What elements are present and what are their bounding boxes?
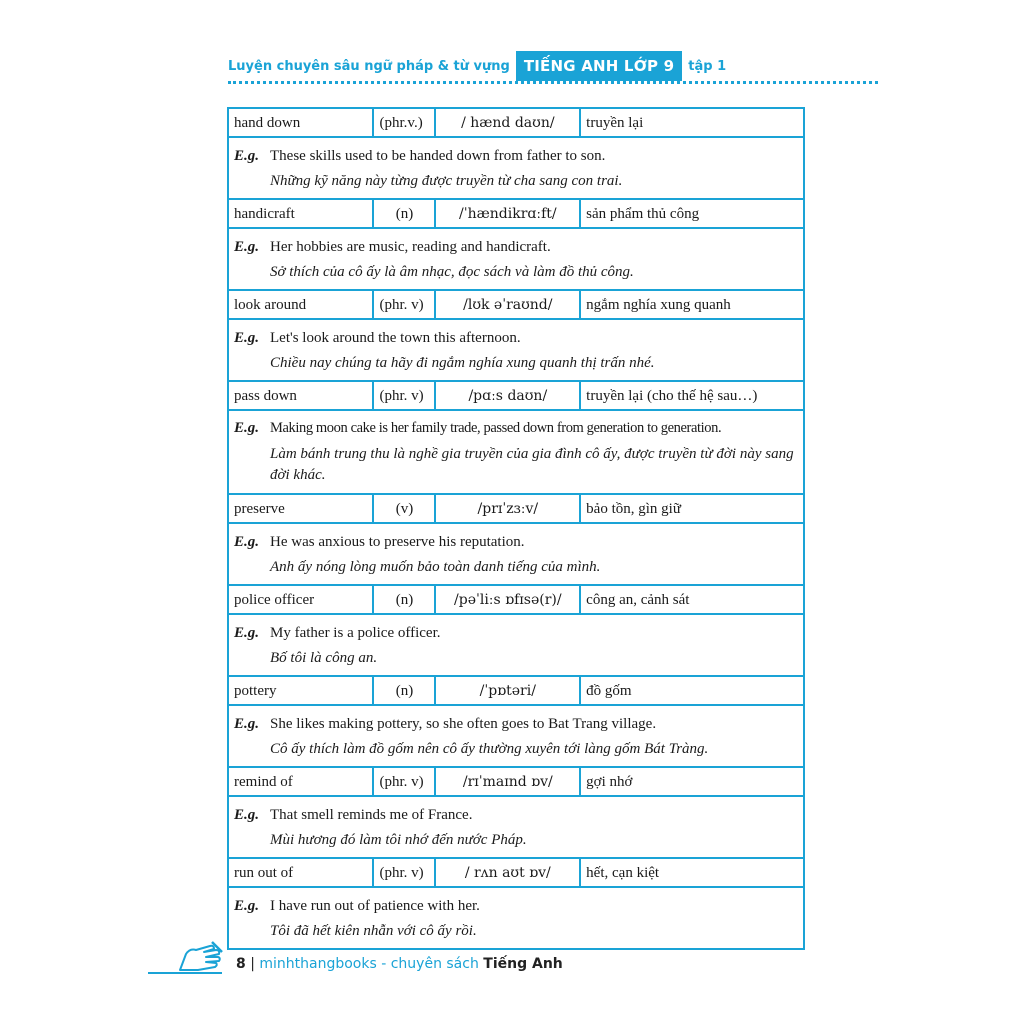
example-translation: Anh ấy nóng lòng muốn bảo toàn danh tiếng của mình. <box>270 558 601 575</box>
example-translation: Tôi đã hết kiên nhẫn với cô ấy rồi. <box>270 922 477 939</box>
word: hand down <box>228 108 373 137</box>
footer-text <box>236 956 563 972</box>
eg-label: E.g. <box>234 147 260 164</box>
word: handicraft <box>228 199 373 228</box>
eg-label: E.g. <box>234 715 260 732</box>
writing-hand-icon <box>176 940 226 976</box>
pronunciation: /ˈhændikrɑːft/ <box>435 199 580 228</box>
eg-label: E.g. <box>234 533 260 550</box>
part-of-speech: (phr. v) <box>373 858 436 887</box>
header-highlight: TIẾNG ANH LỚP 9 <box>516 51 682 81</box>
example-sentence: I have run out of patience with her. <box>270 897 480 914</box>
part-of-speech: (phr. v) <box>373 767 436 796</box>
part-of-speech: (phr. v) <box>373 290 436 319</box>
meaning: ngắm nghía xung quanh <box>580 290 804 319</box>
example-row <box>228 523 804 585</box>
meaning: truyền lại (cho thế hệ sau…) <box>580 381 804 410</box>
word-row <box>228 290 804 319</box>
example-row <box>228 137 804 199</box>
word-row <box>228 199 804 228</box>
eg-label: E.g. <box>234 897 260 914</box>
example-row <box>228 796 804 858</box>
example-sentence: That smell reminds me of France. <box>270 806 473 823</box>
example-cell <box>228 410 804 494</box>
page-number: 8 <box>236 956 246 972</box>
word: police officer <box>228 585 373 614</box>
pronunciation: / hænd daʊn/ <box>435 108 580 137</box>
example-sentence: Let's look around the town this afternoon. <box>270 329 521 346</box>
example-cell <box>228 705 804 767</box>
example-row <box>228 228 804 290</box>
pronunciation: /rɪˈmaɪnd ɒv/ <box>435 767 580 796</box>
example-sentence: My father is a police officer. <box>270 624 441 641</box>
example-translation: Sở thích của cô ấy là âm nhạc, đọc sách và làm đồ thủ công. <box>270 263 634 280</box>
example-row <box>228 705 804 767</box>
word: run out of <box>228 858 373 887</box>
pronunciation: /ˈpɒtəri/ <box>435 676 580 705</box>
word-row <box>228 858 804 887</box>
pronunciation: /pɑːs daʊn/ <box>435 381 580 410</box>
eg-label: E.g. <box>234 806 260 823</box>
example-cell <box>228 523 804 585</box>
meaning: đồ gốm <box>580 676 804 705</box>
pronunciation: /prɪˈzɜːv/ <box>435 494 580 523</box>
example-translation: Mùi hương đó làm tôi nhớ đến nước Pháp. <box>270 831 527 848</box>
meaning: sản phẩm thủ công <box>580 199 804 228</box>
word-row <box>228 108 804 137</box>
eg-label: E.g. <box>234 419 260 436</box>
pronunciation: /pəˈliːs ɒfɪsə(r)/ <box>435 585 580 614</box>
meaning: công an, cảnh sát <box>580 585 804 614</box>
example-row <box>228 887 804 949</box>
eg-label: E.g. <box>234 238 260 255</box>
example-row <box>228 410 804 494</box>
part-of-speech: (n) <box>373 676 436 705</box>
example-sentence: These skills used to be handed down from father to son. <box>270 147 606 164</box>
word-row <box>228 676 804 705</box>
vocabulary-table <box>227 107 805 950</box>
word: preserve <box>228 494 373 523</box>
footer-brand: minhthangbooks - chuyên sách <box>259 956 479 972</box>
part-of-speech: (n) <box>373 199 436 228</box>
word: pass down <box>228 381 373 410</box>
part-of-speech: (n) <box>373 585 436 614</box>
word-row <box>228 381 804 410</box>
example-translation: Cô ấy thích làm đồ gốm nên cô ấy thường xuyên tới làng gốm Bát Tràng. <box>270 740 709 757</box>
eg-label: E.g. <box>234 624 260 641</box>
footer-brand-strong: Tiếng Anh <box>483 956 563 972</box>
example-cell <box>228 228 804 290</box>
example-sentence: Her hobbies are music, reading and handicraft. <box>270 238 551 255</box>
pronunciation: /lʊk əˈraʊnd/ <box>435 290 580 319</box>
word: pottery <box>228 676 373 705</box>
example-sentence: She likes making pottery, so she often goes to Bat Trang village. <box>270 715 657 732</box>
part-of-speech: (v) <box>373 494 436 523</box>
meaning: bảo tồn, gìn giữ <box>580 494 804 523</box>
header-suffix: tập 1 <box>688 58 727 74</box>
meaning: truyền lại <box>580 108 804 137</box>
word: look around <box>228 290 373 319</box>
example-translation: Những kỹ năng này từng được truyền từ cha sang con trai. <box>270 172 623 189</box>
example-row <box>228 319 804 381</box>
meaning: gợi nhớ <box>580 767 804 796</box>
example-translation: Chiều nay chúng ta hãy đi ngắm nghía xung quanh thị trấn nhé. <box>270 354 655 371</box>
word-row <box>228 494 804 523</box>
meaning: hết, cạn kiệt <box>580 858 804 887</box>
example-cell <box>228 137 804 199</box>
example-cell <box>228 319 804 381</box>
example-translation: Bố tôi là công an. <box>270 649 378 666</box>
word: remind of <box>228 767 373 796</box>
example-sentence: Making moon cake is her family trade, passed down from generation to generation. <box>270 419 722 436</box>
running-header <box>228 50 726 82</box>
example-sentence: He was anxious to preserve his reputation. <box>270 533 525 550</box>
footer-separator: | <box>250 956 255 972</box>
example-cell <box>228 796 804 858</box>
example-cell <box>228 614 804 676</box>
word-row <box>228 585 804 614</box>
example-translation: Làm bánh trung thu là nghề gia truyền của gia đình cô ấy, được truyền từ đời này sang đời khác. <box>270 445 794 483</box>
example-row <box>228 614 804 676</box>
pronunciation: / rʌn aʊt ɒv/ <box>435 858 580 887</box>
part-of-speech: (phr. v) <box>373 381 436 410</box>
eg-label: E.g. <box>234 329 260 346</box>
part-of-speech: (phr.v.) <box>373 108 436 137</box>
word-row <box>228 767 804 796</box>
example-cell <box>228 887 804 949</box>
header-dotted-rule <box>228 81 878 84</box>
header-prefix: Luyện chuyên sâu ngữ pháp & từ vựng <box>228 58 510 74</box>
